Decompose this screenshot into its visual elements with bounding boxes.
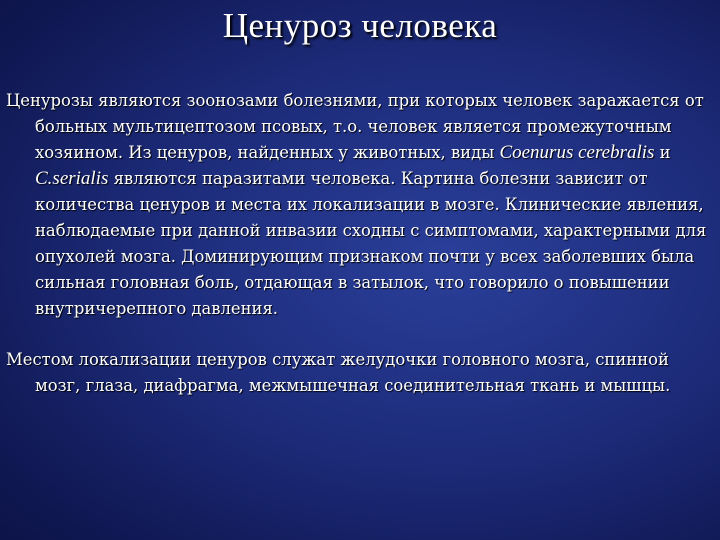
paragraph-coenurosis-description [6,88,712,322]
species-name-coenurus-cerebralis: Coenurus cerebralis [499,142,655,163]
paragraph1-text-start: Ценурозы являются зоонозами болезнями, при которых человек заражается от больных мультицептозом псовых, т.о. человек является промежуточным хозяином. Из ценуров, найденных у животных, виды [6,91,704,162]
slide-title: Ценуроз человека [222,6,498,45]
slide-body [6,88,712,399]
paragraph-localization: Местом локализации ценуров служат желудочки головного мозга, спинной мозг, глаза, диафрагма, межмышечная соединительная ткань и мышцы. [6,350,671,395]
paragraph1-text-end: являются паразитами человека. Картина болезни зависит от количества ценуров и места их локализации в мозге. Клинические явления, наблюдаемые при данной инвазии сходны с симптомами, характерными для опухолей мозга. Доминирующим признаком почти у всех заболевших была сильная головная боль, отдающая в затылок, что говорило о повышении внутричерепного давления. [35,169,707,318]
species-name-c-serialis: C.serialis [35,168,109,189]
species-separator: и [654,143,671,162]
